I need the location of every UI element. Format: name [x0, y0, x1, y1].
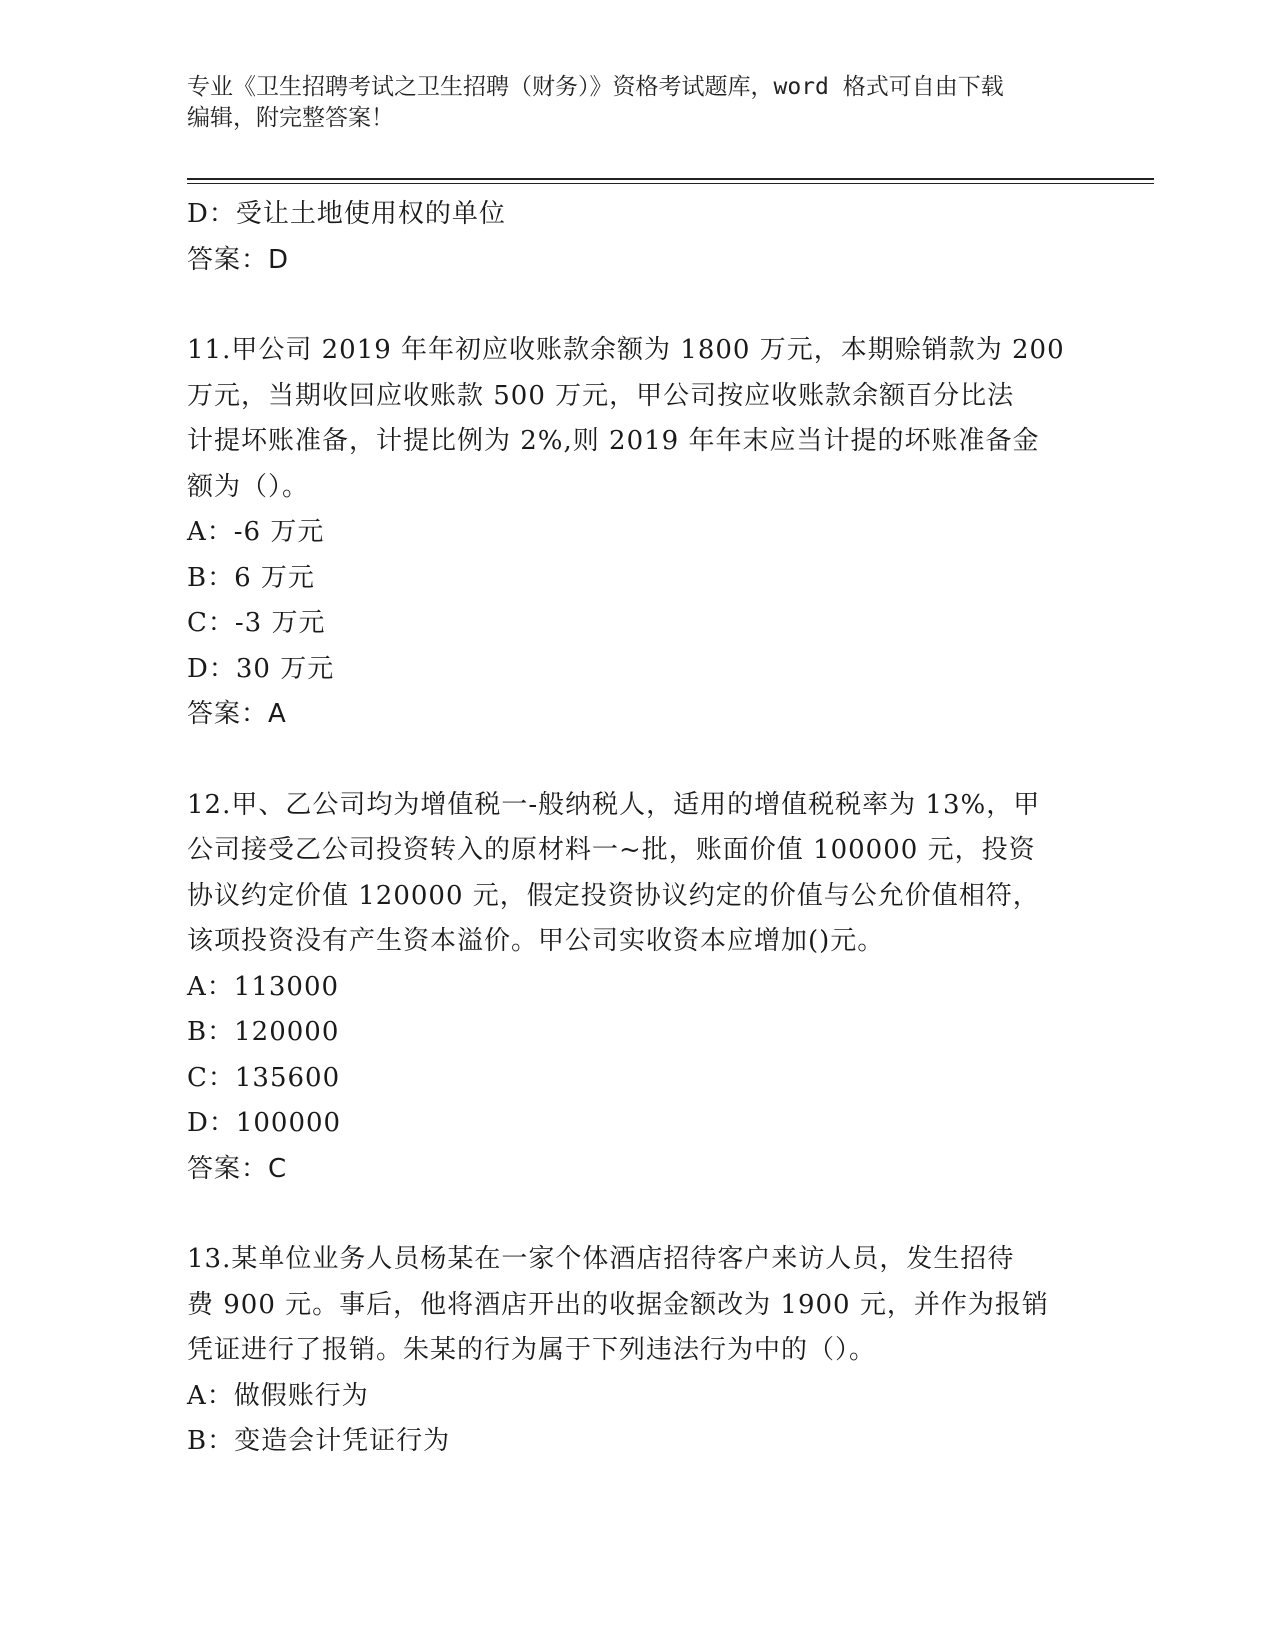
option-b: B：6 万元: [187, 562, 315, 593]
question-text-line: 费 900 元。事后，他将酒店开出的收据金额改为 1900 元，并作为报销: [187, 1289, 1049, 1320]
question-text-line: 11.甲公司 2019 年年初应收账款余额为 1800 万元，本期赊销款为 200: [187, 335, 1065, 365]
option-d: D：受让土地使用权的单位: [187, 199, 506, 229]
question-text-line: 计提坏账准备，计提比例为 2%,则 2019 年年末应当计提的坏账准备金: [187, 426, 1040, 456]
option-a: A：113000: [187, 971, 340, 1002]
option-d: D：100000: [187, 1108, 342, 1138]
document-body: [187, 192, 1087, 1465]
header-rule-thick: [187, 178, 1154, 180]
question-text-line: 万元，当期收回应收账款 500 万元，甲公司按应收账款余额百分比法: [187, 380, 1015, 411]
question-text-line: 额为（）。: [187, 471, 310, 502]
option-c: C：135600: [187, 1062, 341, 1093]
header-rule-thin: [187, 183, 1154, 184]
question-text-line: 13.某单位业务人员杨某在一家个体酒店招待客户来访人员，发生招待: [187, 1244, 1015, 1274]
question-12: [187, 783, 1087, 1193]
header-line-2: 编辑，附完整答案！: [187, 105, 394, 131]
question-text-line: 该项投资没有产生资本溢价。甲公司实收资本应增加()元。: [187, 926, 885, 956]
option-a: A：-6 万元: [187, 517, 325, 547]
option-b: B：120000: [187, 1017, 340, 1047]
option-a: A：做假账行为: [187, 1380, 369, 1411]
previous-question-tail: [187, 192, 1087, 283]
question-text-line: 公司接受乙公司投资转入的原材料一~批，账面价值 100000 元，投资: [187, 835, 1036, 865]
answer: 答案：C: [187, 1153, 288, 1184]
question-13: [187, 1237, 1087, 1465]
question-text-line: 凭证进行了报销。朱某的行为属于下列违法行为中的（）。: [187, 1335, 877, 1365]
answer: 答案：D: [187, 244, 290, 275]
question-11: [187, 328, 1087, 738]
answer: 答案：A: [187, 699, 287, 729]
question-text-line: 协议约定价值 120000 元，假定投资协议约定的价值与公允价值相符，: [187, 880, 1040, 911]
option-b: B：变造会计凭证行为: [187, 1426, 451, 1456]
option-d: D：30 万元: [187, 653, 335, 684]
document-header: [187, 72, 1087, 134]
question-text-line: 12.甲、乙公司均为增值税一-般纳税人，适用的增值税税率为 13%，甲: [187, 789, 1041, 820]
option-c: C：-3 万元: [187, 608, 326, 638]
header-line-1: 专业《卫生招聘考试之卫生招聘（财务）》资格考试题库，word 格式可自由下载: [187, 74, 1004, 100]
